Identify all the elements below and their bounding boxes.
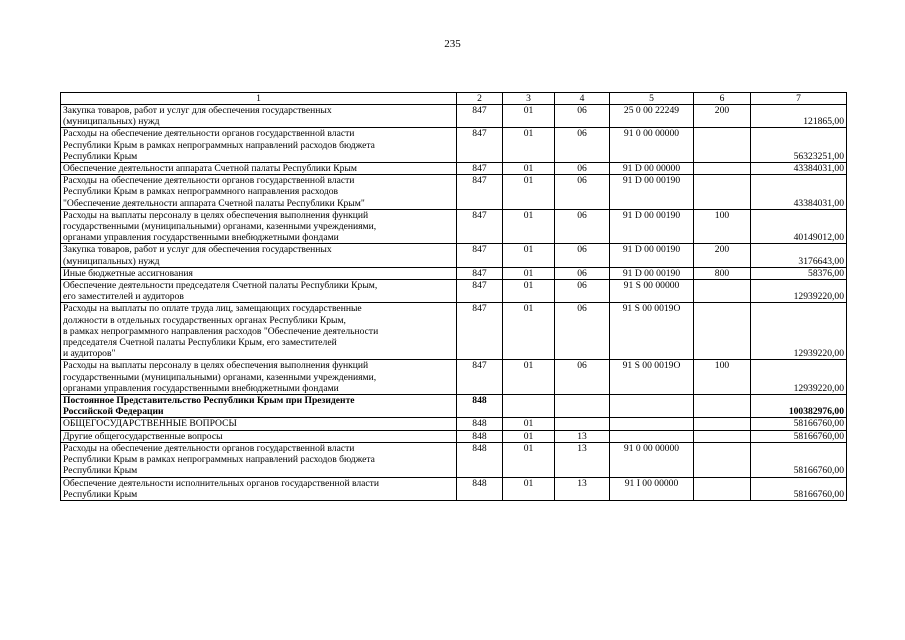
section-code-cell: 01 [503, 418, 555, 430]
target-article-cell: 91 I 00 00000 [610, 477, 694, 500]
target-article-cell: 91 D 00 00190 [610, 244, 694, 267]
target-article-cell: 91 S 00 0019O [610, 360, 694, 395]
table-row [61, 442, 847, 477]
admin-code-cell: 848 [457, 418, 503, 430]
subsection-code-cell: 06 [555, 163, 610, 175]
amount-cell: 12939220,00 [751, 280, 847, 303]
admin-code-cell: 847 [457, 163, 503, 175]
table-row [61, 477, 847, 500]
admin-code-cell: 848 [457, 430, 503, 442]
expense-type-cell [694, 477, 751, 500]
page-number: 235 [444, 38, 461, 50]
subsection-code-cell: 06 [555, 105, 610, 128]
row-name-cell: Обеспечение деятельности аппарата Счетной палаты Республики Крым [61, 163, 457, 175]
header-cell: 7 [751, 93, 847, 105]
section-code-cell: 01 [503, 209, 555, 244]
row-name-cell: Обеспечение деятельности исполнительных органов государственной власти Республики Крым [61, 477, 457, 500]
table-row [61, 395, 847, 418]
target-article-cell: 91 D 00 00190 [610, 267, 694, 279]
amount-cell: 100382976,00 [751, 395, 847, 418]
row-name-cell: Расходы на выплаты персоналу в целях обеспечения выполнения функций государственными (муниципальными) органами, казенными учреждениями, органами управления государственными внебюджетными фондами [61, 360, 457, 395]
row-name-cell: ОБЩЕГОСУДАРСТВЕННЫЕ ВОПРОСЫ [61, 418, 457, 430]
header-cell: 2 [457, 93, 503, 105]
target-article-cell [610, 418, 694, 430]
row-name-cell: Расходы на обеспечение деятельности органов государственной власти Республики Крым в рамках непрограммного направления расходов "Обеспечение деятельности аппарата Счетной палаты Республики Крым" [61, 175, 457, 210]
admin-code-cell: 848 [457, 442, 503, 477]
admin-code-cell: 847 [457, 209, 503, 244]
amount-cell: 56323251,00 [751, 128, 847, 163]
section-code-cell: 01 [503, 267, 555, 279]
table-row [61, 128, 847, 163]
target-article-cell: 91 S 00 0019O [610, 303, 694, 360]
amount-cell: 3176643,00 [751, 244, 847, 267]
row-name-cell: Расходы на выплаты персоналу в целях обеспечения выполнения функций государственными (муниципальными) органами, казенными учреждениями, органами управления государственными внебюджетными фондами [61, 209, 457, 244]
admin-code-cell: 847 [457, 105, 503, 128]
table-row [61, 267, 847, 279]
expense-type-cell [694, 430, 751, 442]
expense-type-cell: 800 [694, 267, 751, 279]
expense-type-cell [694, 395, 751, 418]
target-article-cell: 91 D 00 00000 [610, 163, 694, 175]
amount-cell: 43384031,00 [751, 163, 847, 175]
row-name-cell: Закупка товаров, работ и услуг для обеспечения государственных (муниципальных) нужд [61, 244, 457, 267]
admin-code-cell: 847 [457, 303, 503, 360]
admin-code-cell: 847 [457, 267, 503, 279]
section-code-cell: 01 [503, 163, 555, 175]
admin-code-cell: 848 [457, 395, 503, 418]
row-name-cell: Расходы на обеспечение деятельности органов государственной власти Республики Крым в рамках непрограммных направлений расходов бюджета Республики Крым [61, 442, 457, 477]
header-cell: 5 [610, 93, 694, 105]
amount-cell: 40149012,00 [751, 209, 847, 244]
table-row [61, 430, 847, 442]
expense-type-cell [694, 128, 751, 163]
subsection-code-cell: 13 [555, 442, 610, 477]
expense-type-cell: 200 [694, 244, 751, 267]
subsection-code-cell: 06 [555, 128, 610, 163]
amount-cell: 58376,00 [751, 267, 847, 279]
admin-code-cell: 847 [457, 360, 503, 395]
subsection-code-cell: 06 [555, 360, 610, 395]
expense-type-cell: 100 [694, 209, 751, 244]
subsection-code-cell: 06 [555, 175, 610, 210]
subsection-code-cell: 06 [555, 209, 610, 244]
section-code-cell: 01 [503, 430, 555, 442]
amount-cell: 12939220,00 [751, 360, 847, 395]
header-cell: 3 [503, 93, 555, 105]
section-code-cell: 01 [503, 442, 555, 477]
section-code-cell: 01 [503, 280, 555, 303]
admin-code-cell: 847 [457, 244, 503, 267]
target-article-cell: 91 S 00 00000 [610, 280, 694, 303]
expense-type-cell [694, 163, 751, 175]
amount-cell: 58166760,00 [751, 418, 847, 430]
table-row [61, 280, 847, 303]
target-article-cell: 91 0 00 00000 [610, 442, 694, 477]
table-row [61, 360, 847, 395]
target-article-cell: 91 D 00 00190 [610, 209, 694, 244]
subsection-code-cell: 06 [555, 303, 610, 360]
amount-cell: 58166760,00 [751, 430, 847, 442]
expense-type-cell [694, 303, 751, 360]
expense-type-cell: 100 [694, 360, 751, 395]
subsection-code-cell: 13 [555, 477, 610, 500]
section-code-cell [503, 395, 555, 418]
expense-type-cell: 200 [694, 105, 751, 128]
subsection-code-cell: 06 [555, 244, 610, 267]
row-name-cell: Другие общегосударственные вопросы [61, 430, 457, 442]
target-article-cell: 91 0 00 00000 [610, 128, 694, 163]
row-name-cell: Расходы на выплаты по оплате труда лиц, замещающих государственные должности в отдельных государственных органах Республики Крым, в рамках непрограммного направления расходов "Обеспечение деятельности председателя Счетной палаты Республики Крым, его заместителей и аудиторов" [61, 303, 457, 360]
expense-type-cell [694, 418, 751, 430]
subsection-code-cell: 06 [555, 267, 610, 279]
target-article-cell [610, 430, 694, 442]
row-name-cell: Закупка товаров, работ и услуг для обеспечения государственных (муниципальных) нужд [61, 105, 457, 128]
admin-code-cell: 847 [457, 175, 503, 210]
subsection-code-cell: 06 [555, 280, 610, 303]
section-code-cell: 01 [503, 105, 555, 128]
section-code-cell: 01 [503, 128, 555, 163]
subsection-code-cell [555, 395, 610, 418]
expense-type-cell [694, 442, 751, 477]
table-row [61, 418, 847, 430]
table-row [61, 105, 847, 128]
target-article-cell [610, 395, 694, 418]
section-code-cell: 01 [503, 303, 555, 360]
header-cell: 6 [694, 93, 751, 105]
table-row [61, 163, 847, 175]
table-row [61, 303, 847, 360]
target-article-cell: 91 D 00 00190 [610, 175, 694, 210]
budget-table [60, 92, 847, 501]
section-code-cell: 01 [503, 175, 555, 210]
amount-cell: 58166760,00 [751, 442, 847, 477]
expense-type-cell [694, 280, 751, 303]
subsection-code-cell: 13 [555, 430, 610, 442]
table-row [61, 209, 847, 244]
target-article-cell: 25 0 00 22249 [610, 105, 694, 128]
amount-cell: 43384031,00 [751, 175, 847, 210]
amount-cell: 121865,00 [751, 105, 847, 128]
table-header-row [61, 93, 847, 105]
section-code-cell: 01 [503, 360, 555, 395]
row-name-cell: Расходы на обеспечение деятельности органов государственной власти Республики Крым в рамках непрограммных направлений расходов бюджета Республики Крым [61, 128, 457, 163]
subsection-code-cell [555, 418, 610, 430]
admin-code-cell: 848 [457, 477, 503, 500]
row-name-cell: Обеспечение деятельности председателя Счетной палаты Республики Крым, его заместителей и аудиторов [61, 280, 457, 303]
table-row [61, 244, 847, 267]
header-cell: 1 [61, 93, 457, 105]
row-name-cell: Постоянное Представительство Республики Крым при Президенте Российской Федерации [61, 395, 457, 418]
amount-cell: 12939220,00 [751, 303, 847, 360]
header-cell: 4 [555, 93, 610, 105]
amount-cell: 58166760,00 [751, 477, 847, 500]
table-row [61, 175, 847, 210]
row-name-cell: Иные бюджетные ассигнования [61, 267, 457, 279]
section-code-cell: 01 [503, 244, 555, 267]
section-code-cell: 01 [503, 477, 555, 500]
admin-code-cell: 847 [457, 128, 503, 163]
admin-code-cell: 847 [457, 280, 503, 303]
expense-type-cell [694, 175, 751, 210]
